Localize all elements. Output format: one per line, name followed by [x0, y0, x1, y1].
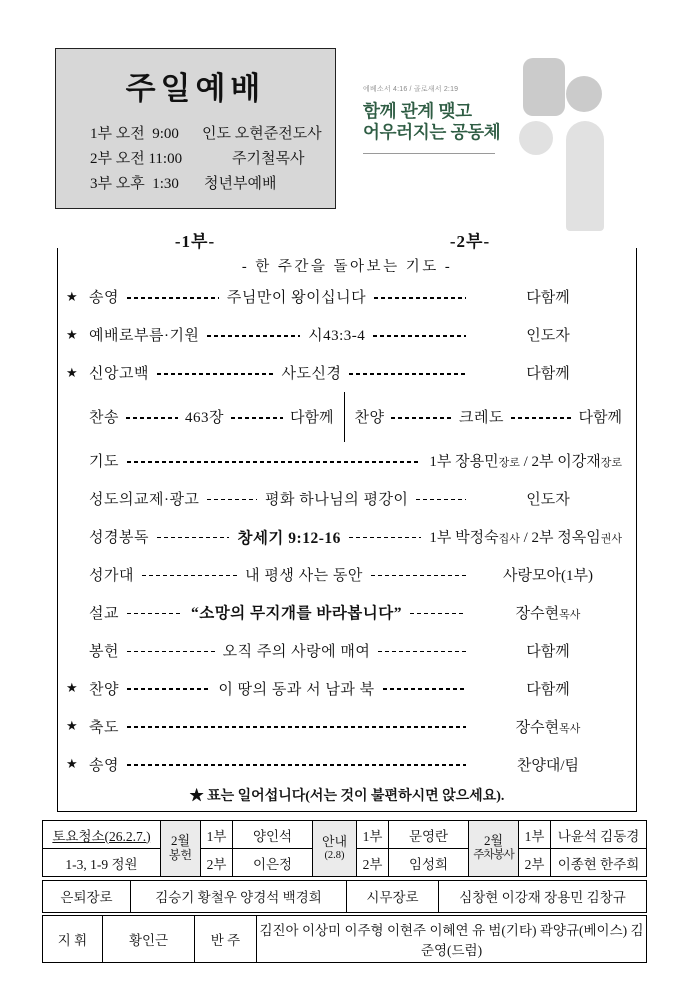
service-schedule — [56, 122, 335, 197]
dash-leader — [416, 499, 466, 501]
worship-item-label: 신앙고백 — [89, 366, 149, 383]
text-segment: 사랑모아(1부) — [503, 567, 593, 584]
worship-right-label — [429, 450, 622, 471]
text-segment: 다함께 — [526, 366, 570, 383]
schedule-row — [90, 172, 335, 197]
dash-leader — [127, 461, 421, 463]
serving-elders-label: 시무장로 — [347, 880, 439, 912]
worship-right-label — [474, 754, 622, 775]
name-cell: 이종현 한주희 — [551, 849, 647, 877]
worship-item-label: 봉헌 — [89, 643, 119, 660]
accompanist-label: 반 주 — [195, 916, 257, 963]
service-leader: 주기철목사 — [232, 151, 305, 167]
dash-leader — [391, 417, 452, 419]
dash-leader — [207, 335, 300, 337]
text-segment: 1부 장용민 — [429, 454, 499, 471]
parking-month: 2월 — [483, 833, 504, 849]
service-leader: 인도 오현준전도사 — [202, 126, 322, 142]
worship-right-label — [429, 526, 622, 547]
column-divider — [344, 392, 345, 442]
slogan-line-2: 어우러지는 공동체 — [363, 122, 501, 143]
part-cell: 2부 — [357, 849, 389, 877]
worship-row-split — [58, 392, 636, 442]
worship-right-label — [474, 324, 622, 345]
part1-header: -1부- — [174, 232, 216, 251]
text-segment: 목사 — [559, 722, 581, 735]
star-icon: ★ — [66, 756, 78, 772]
worship-item-label: 송영 — [89, 290, 119, 307]
name-cell: 나윤석 김동경 — [551, 821, 647, 849]
text-segment: 장로 — [600, 457, 622, 470]
worship-right-label — [474, 640, 622, 661]
text-segment: / 2부 정옥임 — [519, 530, 601, 547]
dash-leader — [207, 499, 257, 501]
schedule-row — [90, 122, 335, 147]
conductor-label: 지 휘 — [43, 916, 103, 963]
worship-center-label — [237, 526, 340, 548]
text-segment: 목사 — [559, 608, 581, 621]
worship-rows — [58, 278, 636, 783]
dash-leader — [127, 764, 466, 766]
worship-item-label: 축도 — [89, 719, 119, 736]
parking-header-cell — [469, 821, 519, 877]
worship-row — [58, 631, 636, 669]
service-time: 1부 오전 9:00 — [90, 126, 179, 142]
page-title: 주일예배 — [125, 71, 266, 106]
dash-leader — [157, 373, 274, 375]
dash-leader — [374, 297, 466, 299]
text-segment: 다함께 — [526, 681, 570, 698]
text-segment: 집사 — [498, 533, 520, 546]
worship-right-label — [474, 678, 622, 699]
worship-row — [58, 707, 636, 745]
duty-table — [42, 820, 647, 877]
worship-row — [58, 745, 636, 783]
cleaning-area-cell: 1-3, 1-9 정원 — [43, 849, 161, 877]
text-segment: 평화 하나님의 평강이 — [265, 492, 409, 509]
dash-leader — [383, 688, 466, 690]
worship-center-label — [265, 488, 408, 509]
worship-row — [58, 556, 636, 594]
worship-right-label — [474, 564, 622, 585]
text-segment: 장수현 — [515, 605, 560, 622]
part-cell: 1부 — [201, 821, 233, 849]
people-figures-graphic — [515, 55, 650, 235]
name-cell: 양인석 — [233, 821, 313, 849]
text-segment: 찬양대/팀 — [516, 757, 580, 774]
text-segment: 오직 주의 사랑에 매여 — [222, 643, 371, 660]
slogan-line-1: 함께 관계 맺고 — [363, 101, 472, 121]
dash-leader — [157, 537, 230, 539]
worship-center-label — [245, 564, 363, 585]
retired-elders-label: 은퇴장로 — [43, 880, 131, 912]
worship-row — [58, 480, 636, 518]
figure-head-circle-icon — [566, 76, 602, 112]
dash-leader — [126, 417, 178, 419]
worship-right-label — [474, 286, 622, 307]
worship-item-label: 성경봉독 — [89, 530, 149, 547]
text-segment: “소망의 무지개를 바라봅니다” — [191, 605, 402, 623]
dash-leader — [231, 417, 283, 419]
text-segment: 인도자 — [526, 492, 570, 509]
worship-item-label: 찬양 — [354, 410, 385, 427]
accompanist-names: 김진아 이상미 이주형 이현주 이혜연 유 범(기타) 곽양규(베이스) 김준영(드럼) — [257, 916, 647, 963]
worship-center-label — [227, 286, 366, 307]
parking-label: 주차봉사 — [473, 849, 514, 862]
text-segment: 내 평생 사는 동안 — [245, 567, 363, 584]
part-cell: 1부 — [357, 821, 389, 849]
figure-head-circle-light-icon — [519, 121, 553, 155]
text-segment: 다함께 — [526, 643, 570, 660]
figure-head-square-icon — [523, 58, 565, 116]
dash-leader — [378, 651, 466, 653]
worship-right-label — [474, 716, 622, 737]
part-cell: 2부 — [201, 849, 233, 877]
star-icon: ★ — [66, 718, 78, 734]
offering-label: 봉헌 — [168, 848, 193, 863]
conductor-name: 황인근 — [103, 916, 195, 963]
figure-body-icon — [566, 121, 604, 231]
part-cell: 1부 — [519, 821, 551, 849]
worship-item-label: 찬양 — [89, 681, 119, 698]
greeting-date: (2.8) — [324, 849, 345, 861]
dash-leader — [127, 688, 210, 690]
dash-leader — [127, 726, 466, 728]
text-segment: 주님만이 왕이십니다 — [226, 290, 367, 307]
worship-center-label — [191, 601, 402, 623]
dash-leader — [349, 537, 422, 539]
worship-right-label — [474, 602, 622, 623]
dash-leader — [142, 575, 237, 577]
worship-right-label: 다함께 — [578, 410, 623, 427]
retired-elders-names: 김승기 황철우 양경석 백경희 — [131, 880, 347, 912]
worship-right-label — [474, 362, 622, 383]
dash-leader — [373, 335, 466, 337]
worship-item-label: 기도 — [89, 454, 119, 471]
cleaning-cell — [43, 821, 161, 849]
worship-item-label: 설교 — [89, 605, 119, 622]
worship-center-label: 크레도 — [459, 410, 504, 427]
dash-leader — [127, 297, 219, 299]
dash-leader — [511, 417, 572, 419]
verse-reference: 에베소서 4:16 / 골로새서 2:19 — [363, 86, 459, 93]
text-segment: 사도신경 — [281, 366, 342, 383]
name-cell: 임성희 — [389, 849, 469, 877]
schedule-row — [90, 147, 335, 172]
duty-roster — [42, 820, 646, 963]
service-times-box — [55, 48, 336, 209]
dash-leader — [127, 613, 183, 615]
text-segment: / 2부 이강재 — [519, 454, 601, 471]
worship-row — [58, 593, 636, 631]
name-cell: 문영란 — [389, 821, 469, 849]
dash-leader — [349, 373, 466, 375]
text-segment: 인도자 — [526, 328, 570, 345]
worship-row — [58, 278, 636, 316]
text-segment: 권사 — [600, 533, 623, 546]
opening-prayer-line: - 한 주간을 돌아보는 기도 - — [241, 259, 453, 275]
dash-leader — [410, 613, 466, 615]
serving-elders-names: 심창현 이강재 장용민 김창규 — [439, 880, 647, 912]
worship-row — [58, 669, 636, 707]
dash-leader — [127, 651, 215, 653]
worship-row — [58, 442, 636, 480]
standing-footnote: ★ 표는 일어섭니다(서는 것이 불편하시면 앉으세요). — [189, 789, 505, 804]
star-icon: ★ — [66, 364, 78, 380]
part-cell: 2부 — [519, 849, 551, 877]
star-icon: ★ — [66, 680, 78, 696]
worship-item-label: 예배로부름·기원 — [89, 328, 200, 345]
part2-header: -2부- — [449, 232, 491, 251]
worship-right-label — [474, 488, 622, 509]
worship-row — [58, 316, 636, 354]
worship-row — [58, 354, 636, 392]
worship-center-label — [223, 640, 371, 661]
worship-right-label: 다함께 — [290, 410, 334, 427]
text-segment: 시43:3-4 — [308, 328, 366, 345]
music-table — [42, 915, 647, 963]
star-icon: ★ — [66, 326, 78, 342]
offering-month: 2월 — [170, 833, 191, 849]
service-leader: 청년부예배 — [204, 176, 277, 192]
cleaning-label: 토요청소(26.2.7.) — [52, 828, 151, 844]
worship-center-label — [218, 678, 374, 699]
service-time: 3부 오후 1:30 — [90, 176, 179, 192]
service-time: 2부 오전 11:00 — [90, 151, 183, 167]
text-segment: 1부 박정숙 — [429, 530, 499, 547]
slogan-block — [363, 84, 513, 154]
greeting-label: 안내 — [321, 834, 348, 849]
worship-item-label: 찬송 — [89, 410, 119, 427]
dash-leader — [371, 575, 466, 577]
slogan-underline — [363, 153, 495, 154]
worship-item-label: 성가대 — [89, 567, 134, 584]
worship-center-label — [282, 362, 342, 383]
worship-order-box — [57, 248, 637, 812]
worship-center-label: 463장 — [185, 410, 224, 427]
greeting-header-cell — [313, 821, 357, 877]
worship-row — [58, 518, 636, 556]
text-segment: 장로 — [498, 457, 520, 470]
star-icon: ★ — [66, 288, 78, 304]
worship-item-label: 성도의교제·광고 — [89, 492, 200, 509]
text-segment: 창세기 9:12-16 — [237, 529, 341, 547]
text-segment: 이 땅의 동과 서 남과 북 — [218, 681, 375, 698]
worship-item-label: 송영 — [89, 757, 119, 774]
text-segment: 장수현 — [515, 719, 560, 736]
worship-center-label — [308, 324, 365, 345]
text-segment: 다함께 — [526, 290, 570, 307]
worship-half-left — [66, 406, 334, 427]
elders-table — [42, 880, 647, 913]
name-cell: 이은정 — [233, 849, 313, 877]
offering-header-cell — [161, 821, 201, 877]
worship-half-right — [355, 406, 623, 427]
